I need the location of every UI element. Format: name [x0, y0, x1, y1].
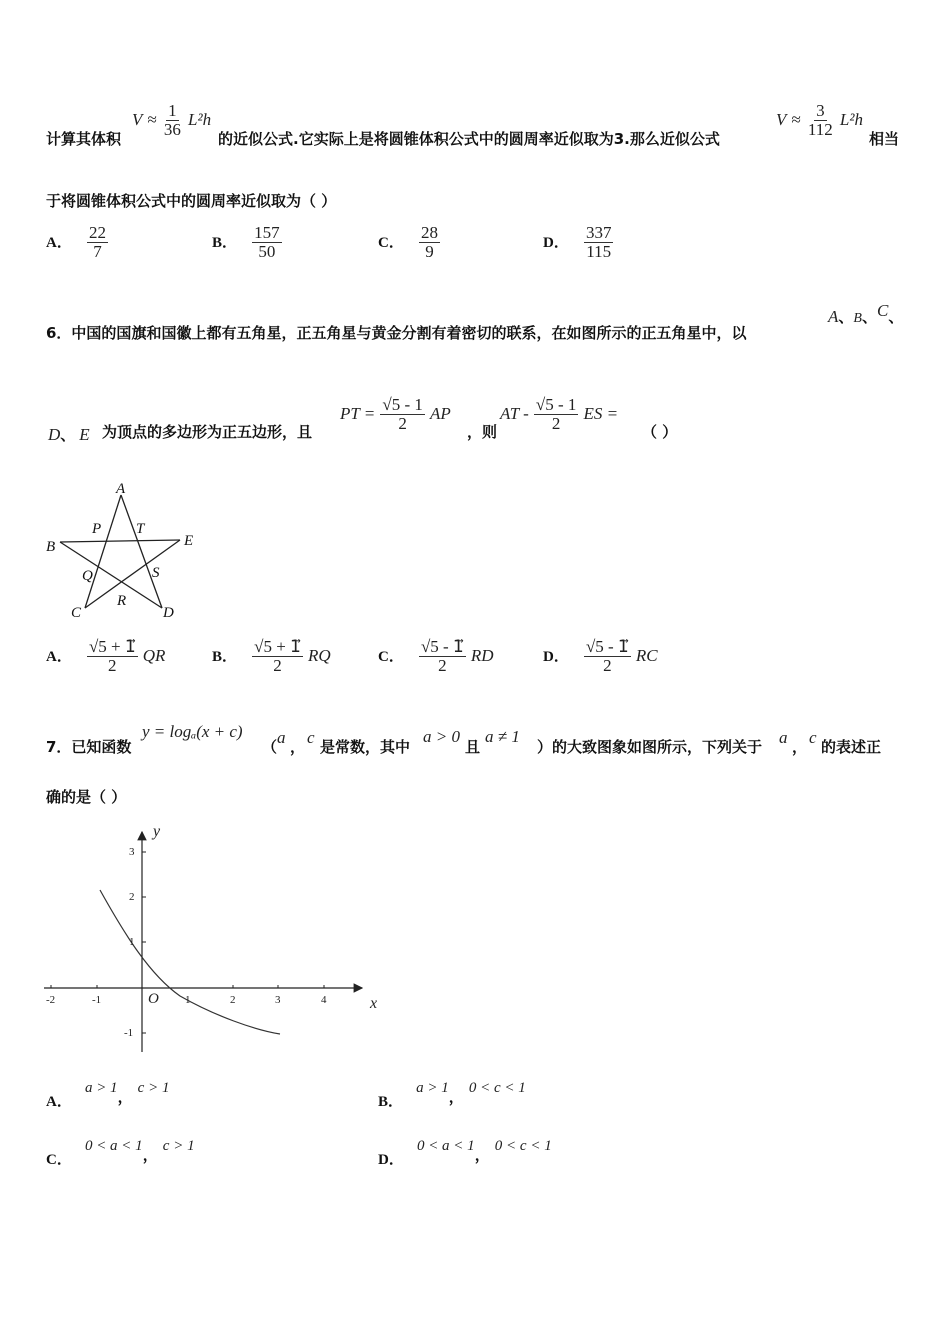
q6-option-c-den: 2: [438, 655, 447, 675]
q6-sep-1: 、: [838, 308, 854, 326]
q7-var-c-2: c: [809, 728, 817, 747]
q7-line1e: 的表述正: [821, 738, 882, 756]
q7-line1b: （: [262, 738, 278, 756]
q5-formula-1: [132, 102, 211, 139]
q7-var-c: c: [307, 728, 315, 747]
q5-option-c-den: 9: [425, 241, 434, 261]
q5-f1-rest: L²h: [188, 109, 212, 129]
q6-label-r: R: [117, 593, 127, 609]
q7-function: y = logₐ(x + c): [142, 722, 243, 741]
q6-condition-formula: [340, 396, 451, 433]
q6-label-e: E: [184, 533, 194, 549]
line-a-c: [85, 495, 121, 608]
q7-option-c[interactable]: [46, 1134, 195, 1168]
q5-option-a[interactable]: [46, 224, 108, 261]
q6-line1: 6．中国的国旗和国徽上都有五角星，正五角星与黄金分割有着密切的联系，在如图所示的正五角星中，以: [46, 324, 747, 342]
q7-option-d[interactable]: [378, 1134, 552, 1168]
q6-pt: PT =: [340, 403, 376, 423]
q6-option-b-num: √5 + 1⃗: [254, 637, 301, 656]
q7-option-b-p2: 0 < c < 1: [468, 1080, 526, 1096]
q6-vertex-d: D: [48, 425, 61, 444]
q5-f1-den: 36: [163, 119, 181, 139]
q6-option-d-den: 2: [603, 655, 612, 675]
q6-vertex-c: C: [876, 301, 889, 320]
q7-comma-1: ，: [290, 738, 306, 756]
q6-question-num: √5 - 1: [535, 395, 577, 414]
q7-option-c-p2: c > 1: [162, 1138, 195, 1154]
line-a-d: [121, 495, 162, 608]
q7-option-c-label: C．: [46, 1152, 72, 1168]
y-axis-label: y: [153, 823, 161, 840]
q7-option-a-p1: a > 1: [84, 1080, 118, 1096]
q6-sep-2: 、: [861, 308, 877, 326]
q7-qie: 且: [465, 738, 481, 756]
q7-option-a-comma: ，: [117, 1088, 133, 1106]
q5-option-c-num: 28: [420, 223, 438, 242]
q7-option-b-comma: ，: [448, 1088, 464, 1106]
q7-option-c-comma: ，: [142, 1146, 158, 1164]
x-tick-4: 4: [321, 994, 327, 1006]
q5-formula-2: [776, 102, 863, 139]
q5-option-b-label: B．: [212, 234, 238, 251]
q6-golden-den: 2: [398, 413, 407, 433]
line-b-d: [60, 542, 162, 608]
q5-option-b-fraction: [252, 224, 282, 261]
q6-option-a-fraction: [87, 638, 138, 675]
q7-option-a-label: A．: [46, 1094, 72, 1110]
line-e-c: [85, 540, 180, 608]
x-axis-label: x: [370, 995, 378, 1012]
q6-vertex-b: B: [853, 311, 862, 326]
q6-label-c: C: [71, 605, 82, 621]
q6-es: ES =: [583, 403, 619, 423]
q7-option-d-p2: 0 < c < 1: [494, 1138, 552, 1154]
line-b-e: [60, 540, 180, 542]
q6-option-c-vec: RD: [470, 645, 494, 665]
log-curve: [100, 890, 280, 1034]
q7-line2: 确的是（ ）: [46, 788, 127, 806]
q6-option-b-fraction: [252, 638, 303, 675]
q6-label-s: S: [152, 565, 160, 581]
q6-vertices-1: [828, 301, 904, 327]
q6-option-a-label: A．: [46, 648, 72, 665]
q6-option-b-den: 2: [273, 655, 282, 675]
q5-f2-rest: L²h: [839, 109, 863, 129]
q6-option-a-den: 2: [108, 655, 117, 675]
q6-at: AT -: [500, 403, 529, 423]
q6-label-q: Q: [82, 568, 93, 584]
q5-option-c-fraction: [419, 224, 440, 261]
q5-f1-lhs: V: [132, 109, 143, 129]
y-tick-neg1: -1: [124, 1027, 134, 1039]
q6-option-c-num: √5 - 1⃗: [420, 637, 464, 656]
q6-label-t: T: [136, 521, 145, 537]
y-tick-3: 3: [129, 846, 135, 858]
q7-option-a[interactable]: [46, 1076, 170, 1110]
q6-question-den: 2: [551, 413, 561, 433]
q5-f1-num: 1: [168, 101, 177, 120]
q7-option-d-label: D．: [378, 1152, 404, 1168]
q6-option-d-vec: RC: [635, 645, 658, 665]
q6-option-d-num: √5 - 1⃗: [585, 637, 629, 656]
q5-option-c-label: C．: [378, 234, 404, 251]
q7-option-d-comma: ，: [474, 1146, 490, 1164]
q5-option-a-den: 7: [93, 241, 102, 261]
x-tick-3: 3: [275, 994, 281, 1006]
q5-option-d[interactable]: [543, 224, 613, 261]
q5-f2-num: 3: [816, 101, 825, 120]
x-tick-1: 1: [185, 994, 191, 1006]
q7-option-b[interactable]: [378, 1076, 526, 1110]
q7-option-b-p1: a > 1: [416, 1080, 449, 1096]
q7-option-c-p1: 0 < a < 1: [84, 1138, 143, 1154]
q7-option-a-p2: c > 1: [137, 1080, 170, 1096]
q7-var-a-2: a: [779, 728, 788, 747]
q5-option-d-fraction: [584, 224, 614, 261]
q6-option-d[interactable]: [543, 638, 658, 675]
q6-star-figure: [40, 478, 210, 624]
q5-option-b-den: 50: [258, 241, 276, 261]
q7-cond-1: a > 0: [423, 727, 460, 746]
q5-option-a-fraction: [87, 224, 108, 261]
q5-f2-approx: ≈: [791, 109, 801, 129]
q6-vertex-a: A: [828, 307, 839, 326]
q6-vertex-e: E: [79, 425, 90, 444]
q6-label-b: B: [46, 539, 56, 555]
q5-f1-fraction: [162, 102, 183, 139]
q6-paren: （ ）: [642, 423, 678, 441]
q6-ap: AP: [429, 403, 451, 423]
q6-label-p: P: [92, 521, 102, 537]
x-tick-neg1: -1: [92, 994, 102, 1006]
q6-option-c-fraction: [419, 638, 466, 675]
q6-vertices-2: [48, 424, 90, 445]
q5-option-a-label: A．: [46, 234, 72, 251]
y-tick-2: 2: [129, 891, 135, 903]
q7-function-graph: [40, 820, 390, 1060]
q7-line1d: ）的大致图象如图所示，下列关于: [537, 738, 763, 756]
x-tick-2: 2: [230, 994, 236, 1006]
q6-ze: ，则: [467, 423, 498, 441]
q6-label-d: D: [163, 605, 174, 621]
q7-line1a: 7．已知函数: [46, 738, 132, 756]
q6-sep-3: 、: [888, 308, 904, 326]
q6-golden-num: √5 - 1: [382, 395, 423, 414]
q7-option-d-p1: 0 < a < 1: [416, 1138, 475, 1154]
q6-option-c[interactable]: [378, 638, 494, 675]
q5-option-d-label: D．: [543, 234, 569, 251]
q6-question-fraction: [534, 396, 579, 433]
q5-option-b[interactable]: [212, 224, 282, 261]
q6-option-d-label: D．: [543, 648, 569, 665]
q7-var-a: a: [277, 728, 286, 747]
q7-cond-2: a ≠ 1: [485, 727, 520, 746]
q7-comma-2: ，: [792, 738, 808, 756]
q5-line2: 于将圆锥体积公式中的圆周率近似取为（ ）: [46, 192, 337, 210]
q5-tail: 相当: [869, 130, 900, 148]
q5-f1-approx: ≈: [147, 109, 157, 129]
q5-f2-fraction: [806, 102, 835, 139]
q6-label-a: A: [116, 481, 126, 497]
q5-f2-lhs: V: [776, 109, 787, 129]
q6-option-a[interactable]: [46, 638, 165, 675]
q6-star-lines: [60, 495, 180, 608]
q6-option-b-label: B．: [212, 648, 238, 665]
q5-option-d-den: 115: [586, 241, 612, 261]
q6-option-b[interactable]: [212, 638, 331, 675]
q5-intro: 计算其体积: [46, 130, 122, 148]
q7-option-b-label: B．: [378, 1094, 404, 1110]
q6-line2a: 为顶点的多边形为正五边形，且: [102, 423, 313, 441]
q6-golden-fraction: [380, 396, 425, 433]
q6-option-d-fraction: [584, 638, 631, 675]
q5-mid: 的近似公式.它实际上是将圆锥体积公式中的圆周率近似取为3.那么近似公式: [218, 130, 720, 148]
q6-option-c-label: C．: [378, 648, 404, 665]
q6-option-b-vec: RQ: [307, 645, 331, 665]
q5-f2-den: 112: [807, 119, 833, 139]
q5-option-a-num: 22: [88, 223, 106, 242]
q5-option-c[interactable]: [378, 224, 440, 261]
q6-question-formula: [500, 396, 618, 433]
q6-sep-4: 、: [60, 426, 76, 444]
origin-label: O: [148, 991, 159, 1007]
x-tick-neg2: -2: [46, 994, 56, 1006]
q6-option-a-vec: QR: [142, 645, 166, 665]
y-tick-1: 1: [129, 936, 135, 948]
q7-line1c: 是常数，其中: [320, 738, 411, 756]
q5-option-b-num: 157: [254, 223, 280, 242]
q6-option-a-num: √5 + 1⃗: [88, 637, 136, 656]
q5-option-d-num: 337: [585, 223, 612, 242]
